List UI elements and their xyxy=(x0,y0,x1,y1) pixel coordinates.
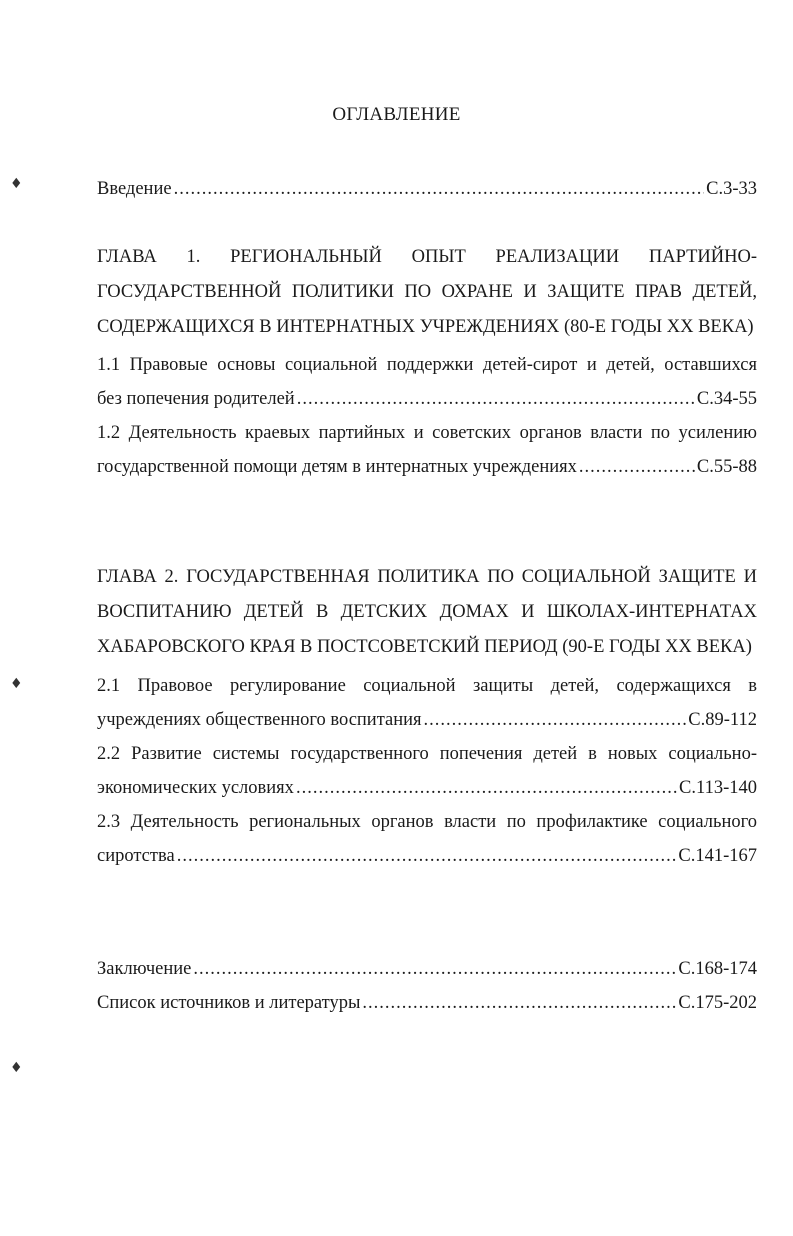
toc-chapter-1 xyxy=(97,240,757,484)
margin-mark: ♦ xyxy=(10,676,23,692)
leader-dots xyxy=(296,771,677,805)
chapter-1-heading: ГЛАВА 1. РЕГИОНАЛЬНЫЙ ОПЫТ РЕАЛИЗАЦИИ ПАРТИЙНО-ГОСУДАРСТВЕННОЙ ПОЛИТИКИ ПО ОХРАНЕ И ЗАЩИТЕ ПРАВ ДЕТЕЙ, СОДЕРЖАЩИХСЯ В ИНТЕРНАТНЫХ УЧРЕЖДЕНИЯХ (80-Е ГОДЫ ХХ ВЕКА) xyxy=(97,247,757,337)
margin-mark: ♦ xyxy=(10,176,23,192)
leader-dots xyxy=(362,986,676,1020)
entry-label: Введение xyxy=(97,179,172,199)
chapter-1-section-2 xyxy=(97,416,757,484)
chapter-2-section-3 xyxy=(97,805,757,873)
entry-label: без попечения родителей xyxy=(97,389,295,409)
leader-dots xyxy=(579,450,695,484)
toc-entry-conclusion xyxy=(97,952,757,986)
entry-page: С.175-202 xyxy=(678,993,757,1013)
toc-intro xyxy=(97,172,757,206)
page-title: ОГЛАВЛЕНИЕ xyxy=(332,104,461,125)
chapter-2-section-2 xyxy=(97,737,757,805)
entry-page: С.55-88 xyxy=(696,457,757,477)
chapter-2-heading: ГЛАВА 2. ГОСУДАРСТВЕННАЯ ПОЛИТИКА ПО СОЦИАЛЬНОЙ ЗАЩИТЕ И ВОСПИТАНИЮ ДЕТЕЙ В ДЕТСКИХ ДОМАХ И ШКОЛАХ-ИНТЕРНАТАХ ХАБАРОВСКОГО КРАЯ В ПОСТСОВЕТСКИЙ ПЕРИОД (90-Е ГОДЫ ХХ ВЕКА) xyxy=(97,567,757,657)
toc-entry-sources xyxy=(97,986,757,1020)
leader-dots xyxy=(177,839,677,873)
leader-dots xyxy=(424,703,687,737)
leader-dots xyxy=(193,952,676,986)
entry-page: С.89-112 xyxy=(688,710,757,730)
toc-entry-intro xyxy=(97,172,757,206)
section-entry xyxy=(97,450,757,484)
section-line: 2.3 Деятельность региональных органов власти по профилактике социального xyxy=(97,812,757,832)
entry-label: Список источников и литературы xyxy=(97,993,361,1013)
entry-label: экономических условиях xyxy=(97,778,294,798)
chapter-1-section-1 xyxy=(97,348,757,416)
section-entry xyxy=(97,771,757,805)
chapter-2-section-1 xyxy=(97,669,757,737)
toc-backmatter xyxy=(97,952,757,1020)
margin-mark: ♦ xyxy=(10,1060,23,1076)
leader-dots xyxy=(297,382,695,416)
toc-chapter-2 xyxy=(97,560,757,873)
section-line: 1.1 Правовые основы социальной поддержки детей-сирот и детей, оставшихся xyxy=(97,355,757,375)
entry-label: государственной помощи детям в интернатных учреждениях xyxy=(97,457,577,477)
section-entry xyxy=(97,839,757,873)
section-line: 2.1 Правовое регулирование социальной защиты детей, содержащихся в xyxy=(97,676,757,696)
entry-label: сиротства xyxy=(97,846,175,866)
entry-page: С.113-140 xyxy=(679,778,757,798)
entry-label: учреждениях общественного воспитания xyxy=(97,710,422,730)
section-entry xyxy=(97,703,757,737)
leader-dots xyxy=(174,172,705,206)
section-line: 2.2 Развитие системы государственного попечения детей в новых социально- xyxy=(97,744,757,764)
section-line: 1.2 Деятельность краевых партийных и советских органов власти по усилению xyxy=(97,423,757,443)
entry-label: Заключение xyxy=(97,959,192,979)
entry-page: С.168-174 xyxy=(678,959,757,979)
entry-page: С.34-55 xyxy=(696,389,757,409)
entry-page: С.3-33 xyxy=(706,179,757,199)
entry-page: С.141-167 xyxy=(678,846,757,866)
section-entry xyxy=(97,382,757,416)
